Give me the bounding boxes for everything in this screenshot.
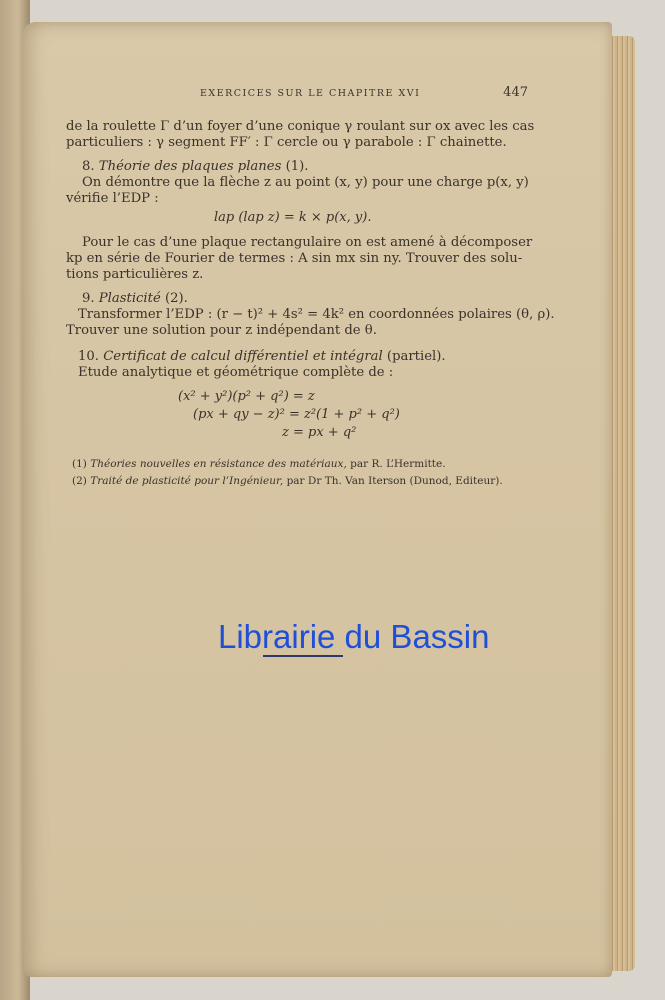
watermark: Librairie du Bassin (218, 618, 490, 655)
footnote-ref: (partiel). (386, 349, 446, 364)
footnote-author: par R. L’Hermitte. (350, 458, 446, 470)
exercise-title: Théorie des plaques planes (98, 159, 282, 174)
header-title: EXERCICES SUR LE CHAPITRE XVI (200, 88, 421, 99)
ex10-line1: Etude analytique et géométrique complète de : (78, 365, 394, 380)
exercise-8-heading (82, 159, 542, 175)
ex9-line1: Transformer l’EDP : (r − t)² + 4s² = 4k² en coordonnées polaires (θ, ρ). (78, 307, 555, 322)
footnote-title: Théories nouvelles en résistance des matériaux, (90, 458, 347, 470)
ex9-line2: Trouver une solution pour z indépendant de θ. (66, 323, 377, 338)
ex10-formula-3: z = px + q² (282, 425, 357, 440)
footnote-mark: (1) (72, 458, 87, 470)
footnote-title: Traité de plasticité pour l’Ingénieur, (90, 475, 284, 487)
ex8-formula: lap (lap z) = k × p(x, y). (214, 210, 372, 225)
ex8-line3: Pour le cas d’une plaque rectangulaire on est amené à décomposer (82, 235, 533, 250)
ex8-line2: vérifie l’EDP : (66, 191, 159, 206)
ex8-line1: On démontre que la flèche z au point (x, y) pour une charge p(x, y) (82, 175, 529, 190)
footnote-1 (72, 458, 446, 470)
exercise-number: 9. (82, 291, 95, 306)
exercise-title: Certificat de calcul différentiel et intégral (103, 349, 383, 364)
exercise-title: Plasticité (98, 291, 161, 306)
footnote-mark: (2) (72, 475, 87, 487)
ex10-formula-1: (x² + y²)(p² + q²) = z (178, 389, 315, 404)
para1-line2: particuliers : γ segment FF′ : Γ cercle ou γ parabole : Γ chainette. (66, 135, 507, 150)
watermark-underline (263, 655, 343, 657)
footnote-2 (72, 475, 503, 487)
page-number: 447 (503, 85, 528, 100)
exercise-10-heading (78, 349, 538, 365)
footnote-ref: (2). (164, 291, 188, 306)
footnote-author: par Dr Th. Van Iterson (Dunod, Editeur). (286, 475, 503, 487)
ex8-line5: tions particulières z. (66, 267, 204, 282)
para1-line1: de la roulette Γ d’un foyer d’une conique γ roulant sur ox avec les cas (66, 119, 535, 134)
footnote-ref: (1). (285, 159, 309, 174)
exercise-9-heading (82, 291, 542, 307)
exercise-number: 10. (78, 349, 99, 364)
running-header (200, 86, 528, 102)
ex10-formula-2: (px + qy − z)² = z²(1 + p² + q²) (193, 407, 400, 422)
ex8-line4: kp en série de Fourier de termes : A sin mx sin ny. Trouver des solu- (66, 251, 523, 266)
exercise-number: 8. (82, 159, 95, 174)
